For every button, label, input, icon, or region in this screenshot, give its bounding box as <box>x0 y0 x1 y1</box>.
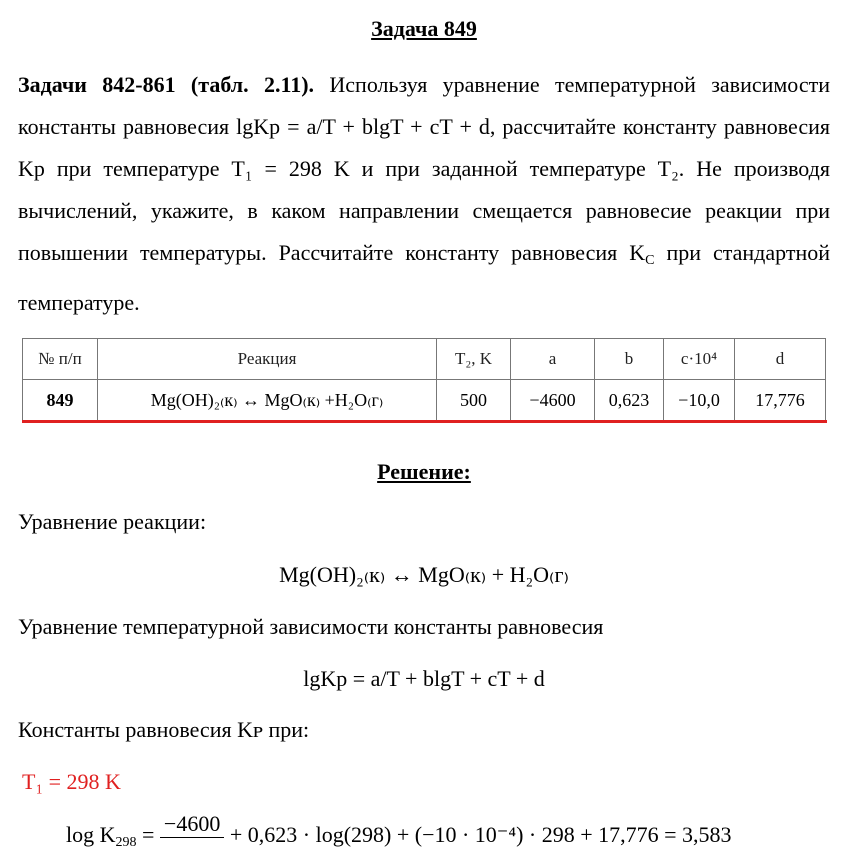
problem-statement <box>18 64 830 324</box>
problem-text: Используя уравнение температурной зависимости константы равновесия lgKp = a/T + blgT + cT + d, рассчитайте константу равновесия Kp при температуре T₁ = 298 K и при заданной температуре T₂. Не производя вычислений, укажите, в каком направлении смещается равновесие реакции при повышении температуры. Рассчитайте константу равновесия K <box>18 72 830 265</box>
cell-reaction: Mg(OH)₂₍к₎ ↔ MgO₍к₎ +H₂O₍г₎ <box>98 380 437 421</box>
cell-a: −4600 <box>511 380 595 421</box>
temperature-equation: lgKp = a/T + blgT + cT + d <box>303 666 545 691</box>
header-reaction: Реакция <box>98 339 437 380</box>
cell-b: 0,623 <box>595 380 664 421</box>
page-title: Задача 849 <box>371 16 477 41</box>
header-b: b <box>595 339 664 380</box>
cell-c: −10,0 <box>664 380 735 421</box>
temperature-label: Уравнение температурной зависимости константы равновесия <box>18 614 604 639</box>
table-header-row <box>23 339 826 380</box>
cell-d: 17,776 <box>735 380 826 421</box>
formula-numerator: −4600 <box>160 811 224 838</box>
reaction-equation: Mg(OH)₂₍к₎ ↔ MgO₍к₎ + H₂O₍г₎ <box>279 562 569 587</box>
header-d: d <box>735 339 826 380</box>
reaction-label: Уравнение реакции: <box>18 509 207 534</box>
constants-label: Константы равновесия Kᴘ при: <box>18 717 310 742</box>
header-t2: T₂, K <box>437 339 511 380</box>
problem-lead: Задачи 842-861 (табл. 2.11). <box>18 72 315 97</box>
formula-rest: + 0,623 · log(298) + (−10 · 10⁻⁴) · 298 + 17,776 = 3,583 <box>224 822 732 847</box>
solution-heading: Решение: <box>377 459 471 484</box>
formula-lhs: log K <box>66 822 116 847</box>
header-c: c·10⁴ <box>664 339 735 380</box>
header-a: a <box>511 339 595 380</box>
formula-lhs-sub: 298 <box>115 835 137 850</box>
formula-eq: = <box>136 822 155 847</box>
red-underline <box>22 420 827 423</box>
table-row <box>23 380 826 421</box>
kc-subscript: C <box>645 253 655 268</box>
task-table <box>22 338 826 421</box>
logk-formula <box>66 811 732 851</box>
cell-num: 849 <box>23 380 98 421</box>
t1-label: T₁ = 298 K <box>22 769 121 794</box>
cell-t2: 500 <box>437 380 511 421</box>
problem-tail: при стандартной температуре. <box>18 240 831 315</box>
formula-fraction <box>160 811 224 838</box>
header-num: № п/п <box>23 339 98 380</box>
